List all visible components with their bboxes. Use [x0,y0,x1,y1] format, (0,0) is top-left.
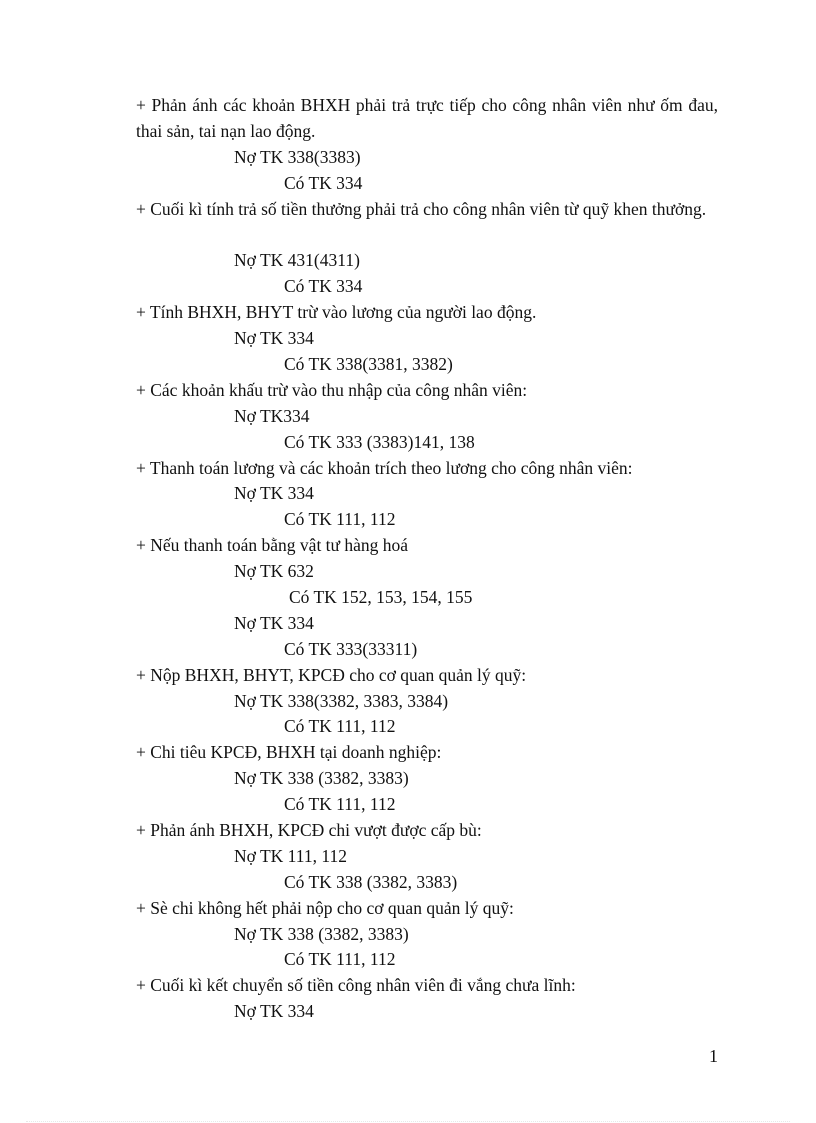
bullet-line: + Tính BHXH, BHYT trừ vào lương của người lao động. [136,302,537,323]
credit-entry: Có TK 111, 112 [284,509,396,530]
bullet-line: + Phản ánh các khoản BHXH phải trả trực tiếp cho công nhân viên như ốm đau, thai sản, tai nạn lao động. [136,95,718,141]
debit-entry: Nợ TK 334 [234,483,314,504]
credit-entry: Có TK 338 (3382, 3383) [284,871,458,892]
page-number: 1 [709,1046,718,1066]
bullet-line: + Cuối kì kết chuyển số tiền công nhân viên đi vắng chưa lĩnh: [136,975,576,996]
bullet-line: + Phản ánh BHXH, KPCĐ chi vượt được cấp bù: [136,819,482,840]
debit-entry: Nợ TK 338(3382, 3383, 3384) [234,690,449,711]
debit-entry: Nợ TK 334 [234,612,314,633]
bullet-line: + Chi tiêu KPCĐ, BHXH tại doanh nghiệp: [136,742,442,763]
credit-entry: Có TK 338(3381, 3382) [284,353,453,374]
credit-entry: Có TK 111, 112 [284,949,396,970]
credit-entry: Có TK 152, 153, 154, 155 [289,586,473,607]
debit-entry: Nợ TK334 [234,405,310,426]
bullet-line: + Cuối kì tính trả số tiền thưởng phải trả cho công nhân viên từ quỹ khen thưởng. [136,198,707,219]
debit-entry: Nợ TK 632 [234,561,314,582]
footer-divider [26,1121,790,1122]
bullet-line: + Sè chi không hết phải nộp cho cơ quan quản lý quỹ: [136,897,514,918]
credit-entry: Có TK 334 [284,172,363,193]
debit-entry: Nợ TK 431(4311) [234,250,360,271]
credit-entry: Có TK 111, 112 [284,794,396,815]
credit-entry: Có TK 111, 112 [284,716,396,737]
bullet-line: + Nếu thanh toán bằng vật tư hàng hoá [136,535,409,556]
credit-entry: Có TK 333 (3383)141, 138 [284,431,475,452]
debit-entry: Nợ TK 111, 112 [234,845,347,866]
debit-entry: Nợ TK 338(3383) [234,146,361,167]
accounting-entries [136,93,718,1025]
credit-entry: Có TK 333(33311) [284,638,418,659]
debit-entry: Nợ TK 338 (3382, 3383) [234,923,409,944]
bullet-line: + Các khoản khấu trừ vào thu nhập của công nhân viên: [136,379,528,400]
debit-entry: Nợ TK 338 (3382, 3383) [234,768,409,789]
debit-entry: Nợ TK 334 [234,328,314,349]
credit-entry: Có TK 334 [284,276,363,297]
bullet-line: + Thanh toán lương và các khoản trích theo lương cho công nhân viên: [136,457,633,478]
bullet-line: + Nộp BHXH, BHYT, KPCĐ cho cơ quan quản lý quỹ: [136,664,527,685]
debit-entry: Nợ TK 334 [234,1001,314,1022]
